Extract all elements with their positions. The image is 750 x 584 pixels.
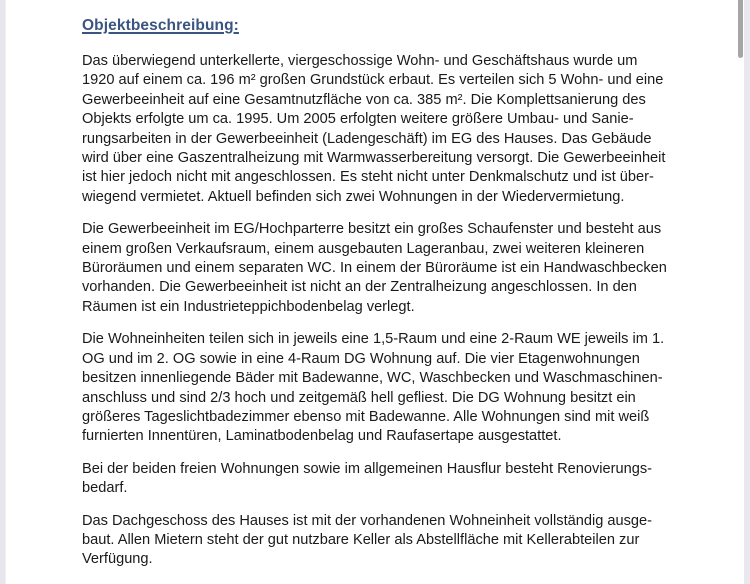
text-line: Büroräumen und einem separaten WC. In einem der Büroräume ist ein Handwaschbecken (82, 260, 667, 277)
text-line: besitzen innenliegende Bäder mit Badewanne, WC, Waschbecken und Waschmaschinen- (82, 370, 663, 387)
section-heading: Objektbeschreibung: (82, 17, 239, 34)
text-line: Bei der beiden freien Wohnungen sowie im allgemeinen Hausflur besteht Renovierungs- (82, 460, 653, 477)
text-line: größeres Tageslichtbadezimmer ebenso mit Badewanne. Alle Wohnungen sind mit weiß (82, 408, 650, 425)
text-line: Objekts erfolgte um ca. 1995. Um 2005 erfolgten weitere größere Umbau- und Sanie- (82, 111, 634, 128)
text-line: anschluss und sind 2/3 hoch und zeitgemäß hell gefliest. Die DG Wohnung besitzt ein (82, 389, 636, 406)
text-line: vorhanden. Die Gewerbeeinheit ist nicht an der Zentralheizung angeschlossen. In den (82, 279, 637, 296)
text-line: 1920 auf einem ca. 196 m² großen Grundstück erbaut. Es verteilen sich 5 Wohn- und eine (82, 72, 664, 89)
text-line: Die Gewerbeeinheit im EG/Hochparterre besitzt ein großes Schaufenster und besteht aus (82, 221, 662, 238)
paragraph-residential-units (82, 330, 682, 446)
text-line: wiegend vermietet. Aktuell befinden sich zwei Wohnungen in der Wiedervermietung. (82, 188, 625, 205)
text-line: baut. Allen Mietern steht der gut nutzbare Keller als Abstellfläche mit Kellerabteilen zur (82, 531, 640, 548)
text-line: ist hier jedoch nicht mit angeschlossen. Es steht nicht unter Denkmalschutz und ist über- (82, 169, 654, 186)
paragraph-commercial-unit (82, 220, 682, 317)
text-line: wird über eine Gaszentralheizung mit Warmwasserbereitung versorgt. Die Gewerbeeinheit (82, 150, 666, 167)
text-line: Gewerbeeinheit auf eine Gesamtnutzfläche von ca. 385 m². Die Komplettsanierung des (82, 91, 646, 108)
document-page (82, 0, 682, 570)
text-line: Die Wohneinheiten teilen sich in jeweils eine 1,5-Raum und eine 2-Raum WE jeweils im 1. (82, 331, 665, 348)
paragraph-attic-basement (82, 512, 682, 570)
vertical-scrollbar-track[interactable] (744, 0, 750, 584)
text-line: bedarf. (82, 480, 128, 497)
text-line: einem großen Verkaufsraum, einem ausgebauten Lageranbau, zwei weiteren kleineren (82, 240, 645, 257)
text-line: Verfügung. (82, 551, 153, 568)
vertical-scrollbar-thumb[interactable] (738, 0, 743, 58)
text-line: OG und im 2. OG sowie in eine 4-Raum DG Wohnung auf. Die vier Etagenwohnungen (82, 350, 640, 367)
text-line: rungsarbeiten in der Gewerbeeinheit (Ladengeschäft) im EG des Hauses. Das Gebäude (82, 130, 652, 147)
text-line: furnierten Innentüren, Laminatbodenbelag und Raufasertape ausgestattet. (82, 428, 562, 445)
paragraph-renovation-need (82, 460, 682, 499)
left-margin-strip (0, 0, 6, 584)
text-line: Das Dachgeschoss des Hauses ist mit der vorhandenen Wohneinheit vollständig ausge- (82, 512, 653, 529)
paragraph-building-overview (82, 52, 682, 207)
text-line: Räumen ist ein Industrieteppichbodenbelag verlegt. (82, 298, 415, 315)
text-line: Das überwiegend unterkellerte, viergeschossige Wohn- und Geschäftshaus wurde um (82, 53, 638, 69)
